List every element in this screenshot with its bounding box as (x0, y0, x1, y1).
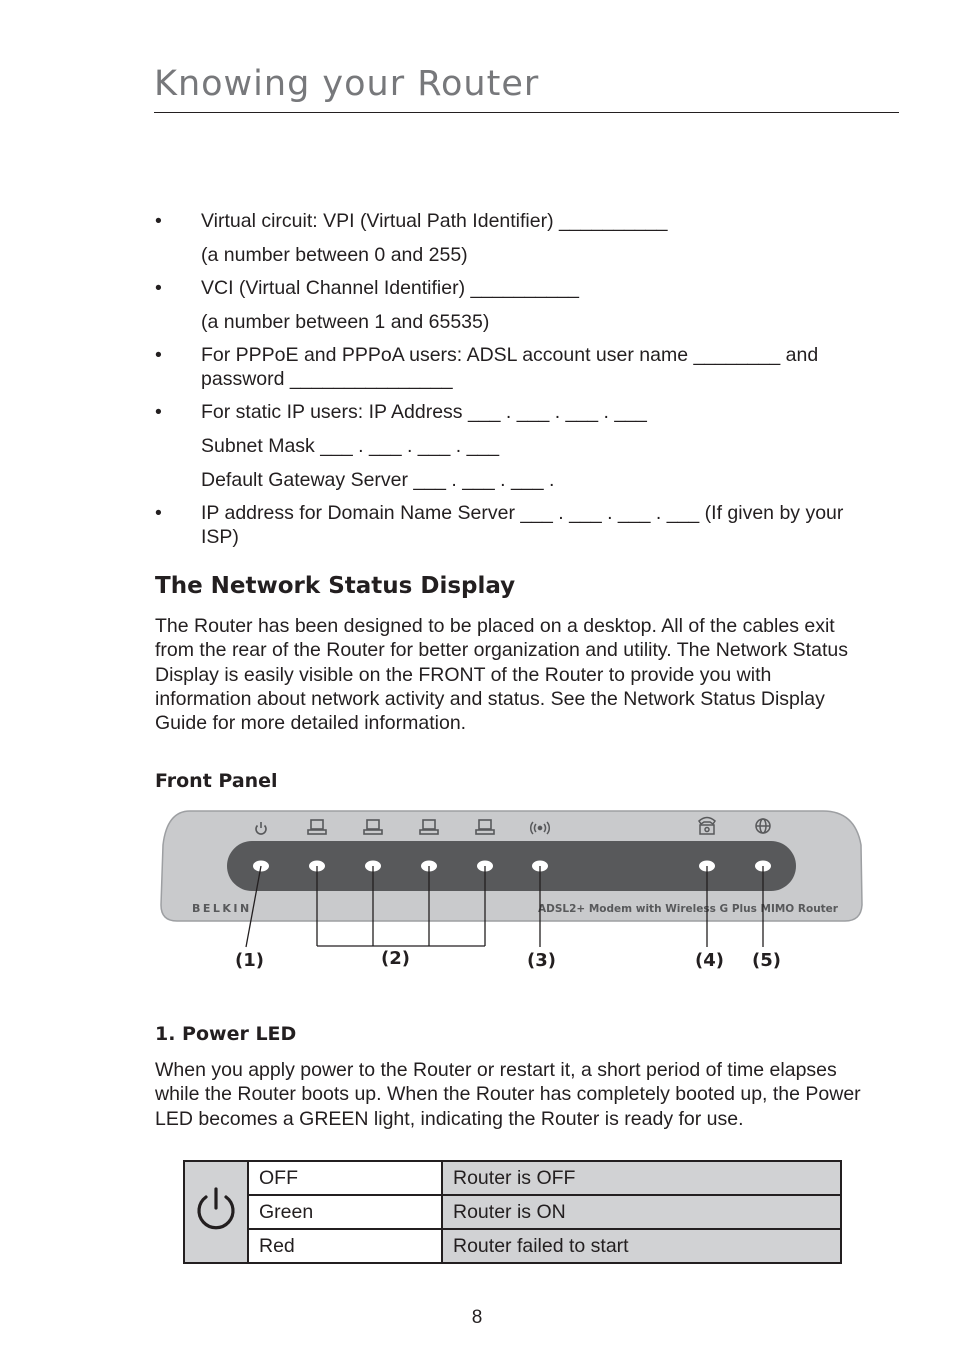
bullet-glyph: • (155, 502, 162, 524)
led-state: Green (248, 1195, 442, 1229)
power-led-table (183, 1160, 842, 1264)
model-label: ADSL2+ Modem with Wireless G Plus MIMO Router (538, 903, 838, 915)
list-item-text: VCI (Virtual Channel Identifier) __________ (201, 277, 579, 299)
list-item-note: Subnet Mask ___ . ___ . ___ . ___ (201, 435, 500, 457)
led-meaning: Router failed to start (442, 1229, 841, 1263)
section-title: The Network Status Display (155, 573, 516, 599)
callout-3: (3) (527, 950, 556, 971)
brand-logo: BELKIN (192, 902, 252, 915)
requirements-list (155, 209, 855, 558)
callout-5: (5) (752, 950, 781, 971)
list-item-text: For static IP users: IP Address ___ . ___ . ___ . ___ (201, 401, 647, 423)
list-item (155, 209, 855, 267)
list-item-note: (a number between 0 and 255) (201, 244, 468, 266)
callout-2: (2) (381, 948, 410, 969)
power-icon-cell (184, 1161, 248, 1263)
led-state: Red (248, 1229, 442, 1263)
power-led-body: When you apply power to the Router or restart it, a short period of time elapses while the Router boots up. When the Router has completely booted up, the Power LED becomes a GREEN light, indicating the Router is ready for use. (155, 1059, 861, 1130)
power-led-title: 1. Power LED (155, 1023, 297, 1045)
front-panel-illustration (155, 805, 867, 995)
led-meaning: Router is ON (442, 1195, 841, 1229)
callout-1: (1) (235, 950, 264, 971)
table-row (184, 1161, 841, 1195)
page-number: 8 (471, 1307, 483, 1328)
page-header (154, 62, 899, 113)
list-item-note: Default Gateway Server ___ . ___ . ___ . (201, 469, 555, 491)
table-row (184, 1195, 841, 1229)
front-panel-figure (155, 805, 867, 995)
list-item-text: Virtual circuit: VPI (Virtual Path Identifier) __________ (201, 210, 668, 232)
bullet-glyph: • (155, 344, 162, 366)
list-item-note: (a number between 1 and 65535) (201, 311, 490, 333)
list-item-text: For PPPoE and PPPoA users: ADSL account user name ________ and password _______________ (201, 344, 819, 390)
list-item (155, 343, 855, 391)
list-item-text: IP address for Domain Name Server ___ . ___ . ___ . ___ (If given by your ISP) (201, 502, 844, 548)
list-item (155, 400, 855, 492)
list-item (155, 501, 855, 549)
power-icon (192, 1183, 240, 1235)
front-panel-title: Front Panel (155, 770, 278, 792)
led-state: OFF (248, 1161, 442, 1195)
bullet-glyph: • (155, 277, 162, 299)
callout-4: (4) (695, 950, 724, 971)
bullet-glyph: • (155, 210, 162, 232)
list-item (155, 276, 855, 334)
table-row (184, 1229, 841, 1263)
section-body: The Router has been designed to be placed on a desktop. All of the cables exit from the rear of the Router for better organization and utility. The Network Status Display is easily visible on the FRONT of the Router to provide you with information about network activity and status. See the Network Status Display Guide for more detailed information. (155, 615, 848, 735)
bullet-glyph: • (155, 401, 162, 423)
page-title: Knowing your Router (154, 64, 540, 104)
led-meaning: Router is OFF (442, 1161, 841, 1195)
